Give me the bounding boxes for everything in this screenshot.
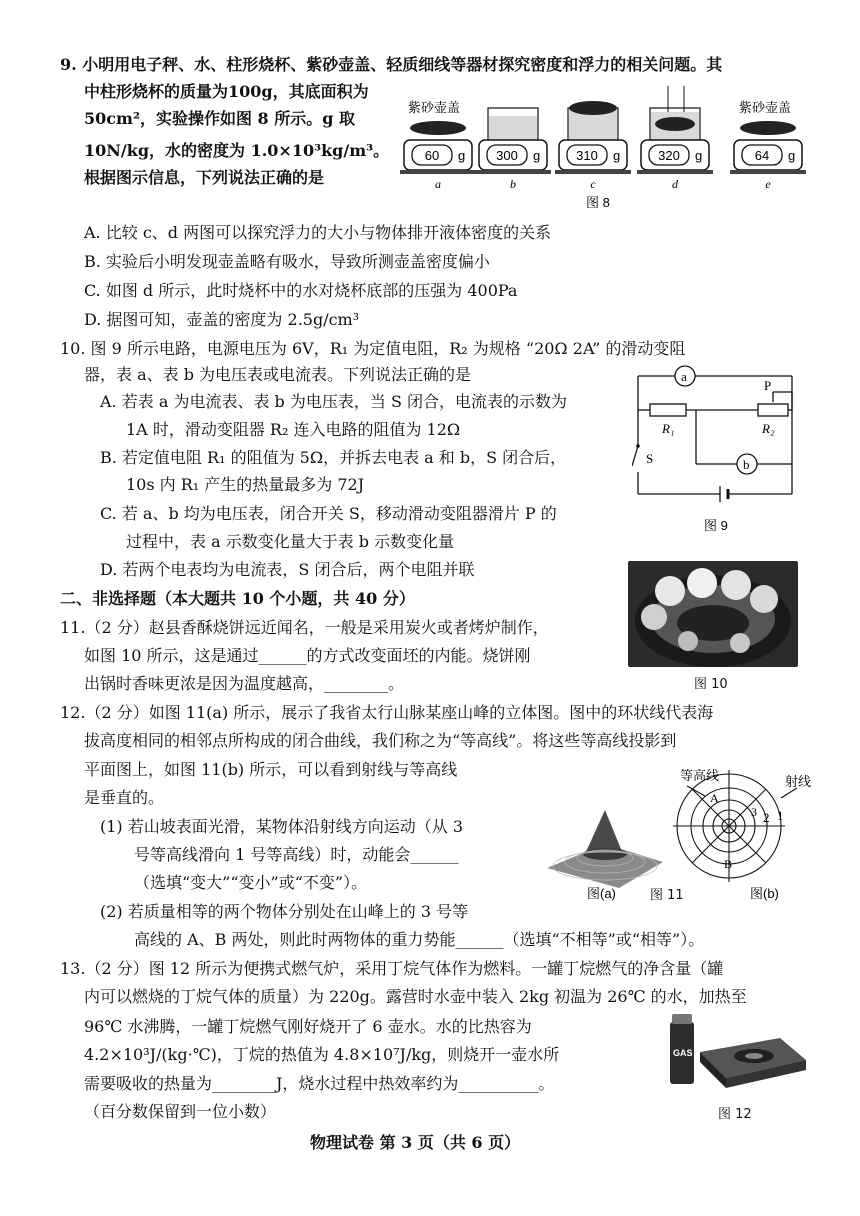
q10-option-c-1: C. 若 a、b 均为电压表，闭合开关 S，移动滑动变阻器滑片 P 的 <box>100 504 557 523</box>
lid-e <box>740 121 796 135</box>
scale-unit: g <box>533 148 541 163</box>
q10-option-a-1: A. 若表 a 为电流表、表 b 为电压表，当 S 闭合，电流表的示数为 <box>100 392 567 411</box>
point-b: B <box>724 857 733 871</box>
lid-label-a: 紫砂壶盖 <box>408 100 461 115</box>
q12-sub1-line2: 号等高线滑向 1 号等高线）时，动能会______ <box>134 845 459 864</box>
scale-base <box>475 170 551 174</box>
q12-sub2-line1: (2) 若质量相等的两个物体分别处在山峰上的 3 号等 <box>100 902 469 921</box>
scale-base <box>730 170 806 174</box>
scale-unit: g <box>458 148 466 163</box>
scale-base <box>637 170 713 174</box>
scale-letter: e <box>765 177 771 191</box>
section-heading: 二、非选择题（本大题共 10 个小题，共 40 分） <box>60 589 415 608</box>
q11-line3: 出锅时香味更浓是因为温度越高，________。 <box>84 674 405 693</box>
q12-line3: 平面图上，如图 11(b) 所示，可以看到射线与等高线 <box>84 760 458 779</box>
contour-num-1: 1 <box>777 808 784 823</box>
figure-11b-label: 图(b) <box>750 886 779 901</box>
q13-line6: （百分数保留到一位小数） <box>84 1102 277 1121</box>
scale-reading: 310 <box>576 148 598 163</box>
figure-8 <box>400 86 810 210</box>
lid-a <box>410 121 466 135</box>
scale-letter: c <box>590 177 596 191</box>
lid-label-e: 紫砂壶盖 <box>739 100 792 115</box>
water-b <box>489 116 537 139</box>
scale-reading: 300 <box>496 148 518 163</box>
q9-line1: 9. 小明用电子秤、水、柱形烧杯、紫砂壶盖、轻质细线等器材探究密度和浮力的相关问题。其 <box>60 55 723 74</box>
scale-reading: 320 <box>658 148 680 163</box>
contour-num-2: 2 <box>763 810 770 825</box>
q10-option-b-2: 10s 内 R₁ 产生的热量最多为 72J <box>126 475 365 494</box>
r2-label: R₂ <box>762 421 775 436</box>
q12-sub2-line2: 高线的 A、B 两处，则此时两物体的重力势能______（选填“不相等”或“相等”）。 <box>134 930 705 949</box>
scale-reading: 64 <box>754 148 770 163</box>
q10-option-b-1: B. 若定值电阻 R₁ 的阻值为 5Ω，并拆去电表 a 和 b，S 闭合后， <box>100 448 567 467</box>
q13-line2: 内可以燃烧的丁烷气体的质量）为 220g。露营时水壶中装入 2kg 初温为 26℃ 的水，加热至 <box>84 987 747 1006</box>
figure-9-circuit <box>632 360 812 538</box>
scale-reading: 60 <box>424 148 440 163</box>
scale-unit: g <box>788 148 796 163</box>
scale-base <box>400 170 476 174</box>
q10-line1: 10. 图 9 所示电路，电源电压为 6V，R₁ 为定值电阻，R₂ 为规格 “20Ω 2A” 的滑动变阻 <box>60 339 686 358</box>
q9-option-c: C. 如图 d 所示，此时烧杯中的水对烧杯底部的压强为 400Pa <box>84 281 518 300</box>
gas-can-text: GAS <box>673 1048 693 1058</box>
slider-label: P <box>764 378 772 393</box>
figure-12-stove-photo <box>660 1008 810 1094</box>
q12-line1: 12.（2 分）如图 11(a) 所示，展示了我省太行山脉某座山峰的立体图。图中的环状线代表海 <box>60 703 714 722</box>
q10-option-c-2: 过程中，表 a 示数变化量大于表 b 示数变化量 <box>126 532 455 551</box>
figure-8-caption: 图 8 <box>586 195 610 210</box>
q10-option-a-2: 1A 时，滑动变阻器 R₂ 连入电路的阻值为 12Ω <box>126 420 461 439</box>
scale-unit: g <box>695 148 703 163</box>
r1-label: R₁ <box>662 421 675 436</box>
lid-d <box>655 117 695 131</box>
q12-sub1-line3: （选填“变大”“变小”或“不变”）。 <box>134 873 368 892</box>
q10-line2: 器，表 a、表 b 为电压表或电流表。下列说法正确的是 <box>84 365 472 384</box>
figure-10-caption: 图 10 <box>694 677 728 692</box>
figure-10-photo <box>628 561 798 667</box>
q9-option-d: D. 据图可知，壶盖的密度为 2.5g/cm³ <box>84 310 360 329</box>
q13-line5: 需要吸收的热量为________J，烧水过程中热效率约为__________。 <box>84 1074 555 1093</box>
q12-line4: 是垂直的。 <box>84 788 165 807</box>
scale-letter: a <box>435 177 441 191</box>
figure-11 <box>545 758 820 904</box>
figure-11a-label: 图(a) <box>587 886 616 901</box>
scale-unit: g <box>613 148 621 163</box>
q9-option-a: A. 比较 c、d 两图可以探究浮力的大小与物体排开液体密度的关系 <box>84 223 552 242</box>
q11-line1: 11.（2 分）赵县香酥烧饼远近闻名，一般是采用炭火或者烤炉制作， <box>60 618 549 637</box>
scale-letter: d <box>672 177 678 191</box>
q10-option-d: D. 若两个电表均为电流表，S 闭合后，两个电阻并联 <box>100 560 475 579</box>
meter-b-label: b <box>743 457 750 472</box>
page-footer: 物理试卷 第 3 页（共 6 页） <box>310 1133 521 1152</box>
contour-label: 等高线 <box>680 768 720 783</box>
scale-base <box>555 170 631 174</box>
q12-line2: 拔高度相同的相邻点所构成的闭合曲线，我们称之为“等高线”。将这些等高线投影到 <box>84 731 677 750</box>
contour-num-3: 3 <box>751 805 757 819</box>
figure-9-caption: 图 9 <box>704 518 728 533</box>
ray-label: 射线 <box>785 774 812 789</box>
meter-a-label: a <box>681 369 687 384</box>
mountain-3d <box>547 810 663 888</box>
q13-line4: 4.2×10³J/(kg·℃)，丁烷的热值为 4.8×10⁷J/kg，则烧开一壶水所 <box>84 1045 560 1064</box>
point-a: A <box>710 791 719 805</box>
q9-line5: 根据图示信息，下列说法正确的是 <box>84 168 325 187</box>
figure-11-caption: 图 11 <box>650 888 684 903</box>
switch-label: S <box>646 451 654 466</box>
lid-c <box>569 101 617 115</box>
q9-option-b: B. 实验后小明发现壶盖略有吸水，导致所测壶盖密度偏小 <box>84 252 490 271</box>
figure-12-caption: 图 12 <box>718 1107 752 1122</box>
q13-line1: 13.（2 分）图 12 所示为便携式燃气炉，采用丁烷气体作为燃料。一罐丁烷燃气的净含量（罐 <box>60 959 724 978</box>
scale-letter: b <box>510 177 516 191</box>
q12-sub1-line1: (1) 若山坡表面光滑，某物体沿射线方向运动（从 3 <box>100 817 464 836</box>
q13-line3: 96℃ 水沸腾，一罐丁烷燃气刚好烧开了 6 壶水。水的比热容为 <box>84 1017 532 1036</box>
q11-line2: 如图 10 所示，这是通过______的方式改变面坯的内能。烧饼刚 <box>84 646 531 665</box>
q9-line3: 50cm²，实验操作如图 8 所示。g 取 <box>84 109 355 128</box>
q9-line2: 中柱形烧杯的质量为100g，其底面积为 <box>84 82 369 101</box>
q9-line4: 10N/kg，水的密度为 1.0×10³kg/m³。 <box>84 141 390 160</box>
